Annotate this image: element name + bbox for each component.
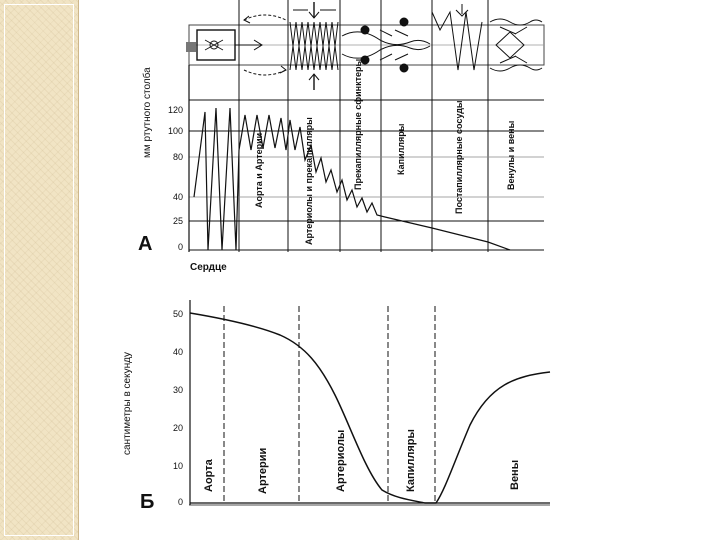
velocity-curve	[190, 313, 550, 503]
section-label-veins: Вены	[509, 459, 521, 490]
panel-a-y-axis-label: мм ртутного столба	[142, 67, 153, 158]
panel-b-separators	[224, 306, 435, 503]
panel-b-y-tick: 20	[172, 423, 183, 433]
section-label-capillaries: Капилляры	[396, 123, 406, 175]
section-label-arteries: Артерии	[257, 447, 269, 494]
section-label-capillaries-b: Капилляры	[405, 429, 417, 492]
section-label-postcapillary: Постапиллярные сосуды	[454, 100, 464, 214]
panel-b-y-tick: 30	[172, 385, 183, 395]
vessel-schematic	[186, 2, 544, 90]
panel-a-y-tick: 0	[177, 242, 183, 252]
panel-a-letter: А	[138, 233, 153, 255]
panel-a	[138, 0, 544, 273]
section-label-aorta-arteries: Аорта и Артерии	[254, 132, 264, 208]
section-label-arterioles-b: Артериолы	[335, 429, 347, 492]
panel-a-y-tick: 40	[172, 192, 183, 202]
section-label-venules-veins: Венулы и вены	[506, 120, 516, 190]
panel-a-separators	[239, 0, 488, 252]
section-label-sphincters: Прекапиллярные сфинктеры	[353, 58, 363, 190]
panel-b-y-tick: 50	[172, 309, 183, 319]
heart-label: Сердце	[190, 262, 227, 273]
panel-a-gridlines	[189, 65, 544, 252]
panel-b-y-tick: 0	[177, 497, 183, 507]
section-label-arterioles: Артериолы и прекапилляры	[304, 117, 314, 245]
panel-b-y-tick: 40	[172, 347, 183, 357]
panel-b	[122, 300, 550, 513]
panel-b-letter: Б	[140, 491, 155, 513]
panel-a-y-tick: 80	[172, 152, 183, 162]
panel-b-y-tick: 10	[172, 461, 183, 471]
panel-a-y-tick: 100	[167, 126, 183, 136]
panel-a-y-tick: 25	[172, 216, 183, 226]
panel-b-y-axis-label: сантиметры в секунду	[122, 352, 133, 455]
section-label-aorta: Аорта	[203, 459, 215, 492]
panel-a-y-tick: 120	[167, 105, 183, 115]
